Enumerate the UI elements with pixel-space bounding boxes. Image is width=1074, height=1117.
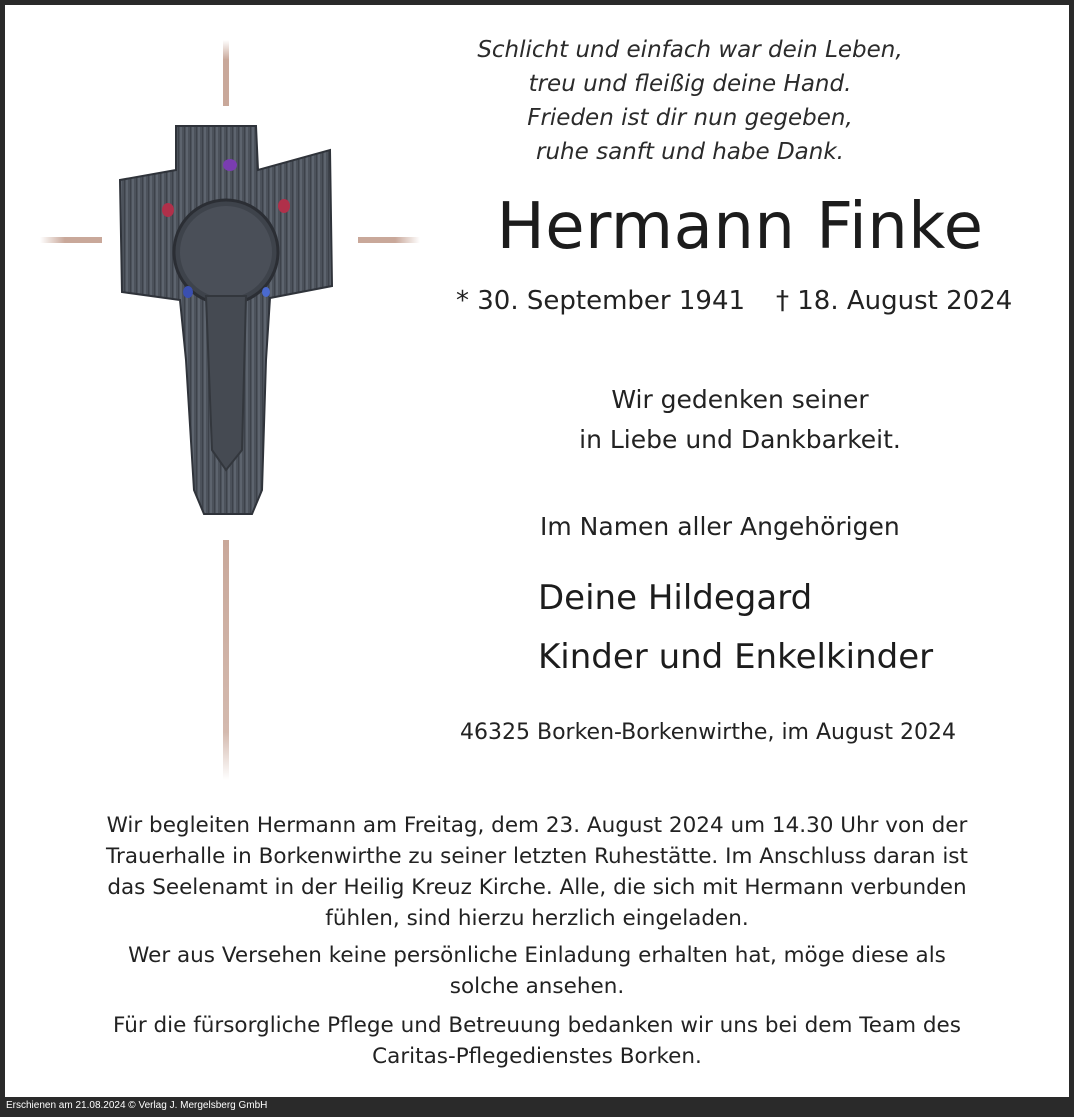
poem xyxy=(470,33,910,169)
notice-line: fühlen, sind hierzu herzlich eingeladen. xyxy=(325,906,749,931)
notice-line: solche ansehen. xyxy=(449,974,625,999)
invitation-paragraph xyxy=(28,940,1046,1002)
mourner-name: Deine Hildegard xyxy=(538,578,813,618)
poem-line: treu und fleißig deine Hand. xyxy=(528,71,852,97)
notice-line: Wer aus Versehen keine persönliche Einladung erhalten hat, möge diese als xyxy=(128,943,946,968)
notice-line: Caritas-Pflegedienstes Borken. xyxy=(372,1044,702,1069)
place-date: 46325 Borken-Borkenwirthe, im August 2024 xyxy=(460,720,956,745)
poem-line: Frieden ist dir nun gegeben, xyxy=(527,105,853,131)
mourners-intro: Im Namen aller Angehörigen xyxy=(540,512,900,541)
poem-line: ruhe sanft und habe Dank. xyxy=(536,139,844,165)
mourner-name: Kinder und Enkelkinder xyxy=(538,637,934,677)
death-date: † 18. August 2024 xyxy=(776,286,1013,316)
deceased-name: Hermann Finke xyxy=(496,190,984,264)
funeral-notice-paragraph xyxy=(28,810,1046,934)
memorial-line: Wir gedenken seiner xyxy=(611,385,869,414)
notice-line: Für die fürsorgliche Pflege und Betreuung bedanken wir uns bei dem Team des xyxy=(113,1013,961,1038)
notice-line: das Seelenamt in der Heilig Kreuz Kirche. Alle, die sich mit Hermann verbunden xyxy=(107,875,967,900)
memorial-line: in Liebe und Dankbarkeit. xyxy=(579,425,901,454)
publication-footer: Erschienen am 21.08.2024 © Verlag J. Mergelsberg GmbH xyxy=(6,1100,268,1111)
poem-line: Schlicht und einfach war dein Leben, xyxy=(477,37,903,63)
notice-line: Wir begleiten Hermann am Freitag, dem 23. August 2024 um 14.30 Uhr von der xyxy=(106,813,968,838)
notice-line: Trauerhalle in Borkenwirthe zu seiner letzten Ruhestätte. Im Anschluss daran ist xyxy=(106,844,968,869)
thanks-paragraph xyxy=(28,1010,1046,1072)
memorial-text xyxy=(520,380,960,460)
metal-cross-image xyxy=(30,30,430,790)
birth-date: * 30. September 1941 xyxy=(456,286,746,316)
